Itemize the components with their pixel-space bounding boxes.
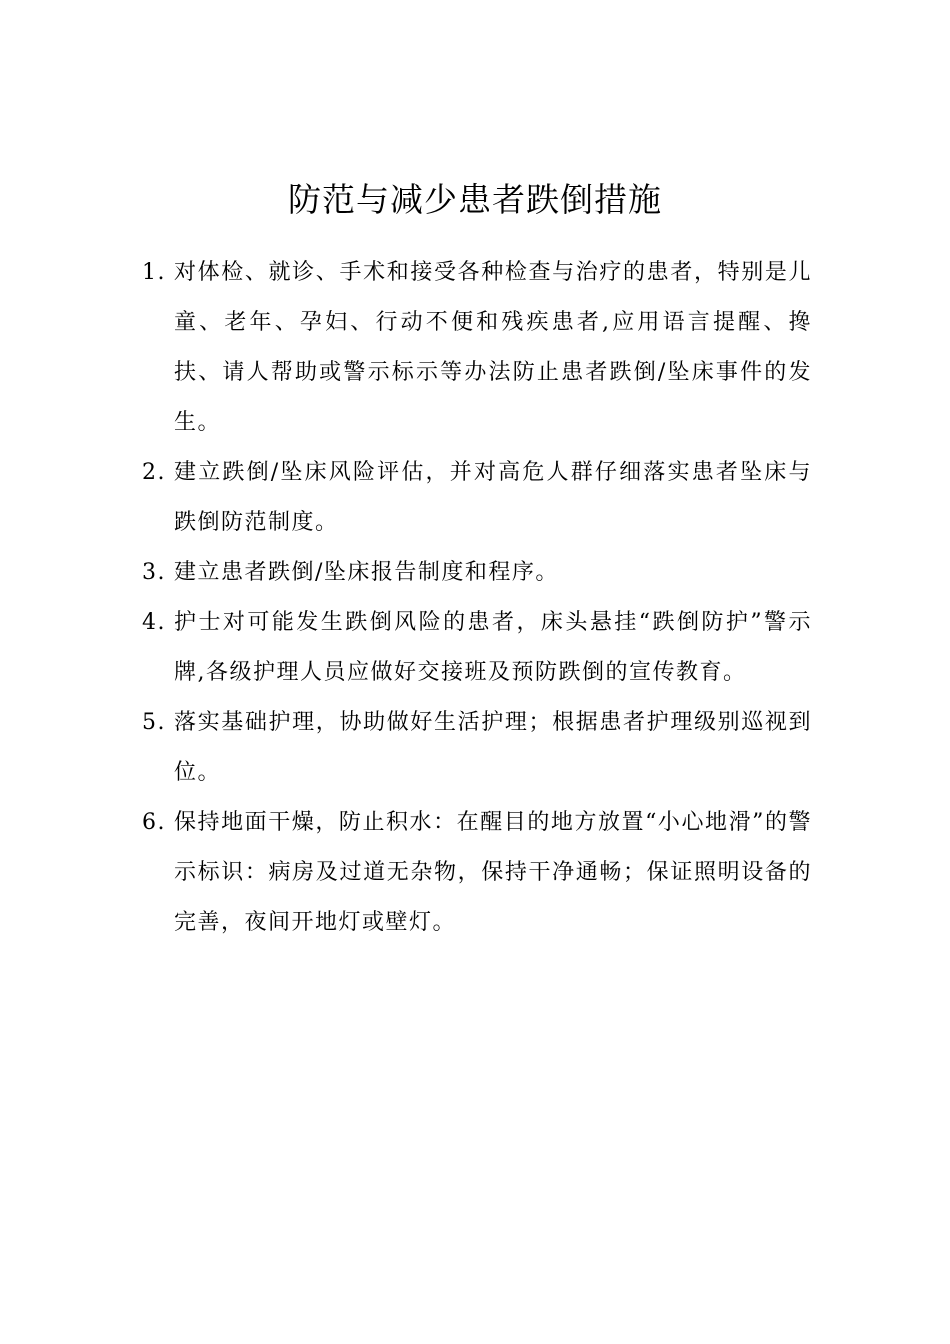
item-number: 4. <box>142 610 166 635</box>
list-item-3 <box>140 548 812 598</box>
item-text: 保持地面干燥，防止积水：在醒目的地方放置“小心地滑”的警示标识：病房及过道无杂物，保持干净通畅；保证照明设备的完善，夜间开地灯或壁灯。 <box>174 810 812 935</box>
item-text: 护士对可能发生跌倒风险的患者，床头悬挂“跌倒防护”警示牌,各级护理人员应做好交接班及预防跌倒的宣传教育。 <box>174 610 812 685</box>
item-number: 5. <box>142 710 166 735</box>
list-item-2 <box>140 448 812 548</box>
item-text: 落实基础护理，协助做好生活护理；根据患者护理级别巡视到位。 <box>174 710 812 785</box>
item-number: 3. <box>142 560 166 585</box>
list-item-6 <box>140 798 812 948</box>
item-number: 6. <box>142 810 166 835</box>
list-item-1 <box>140 248 812 448</box>
item-text: 对体检、就诊、手术和接受各种检查与治疗的患者，特别是儿童、老年、孕妇、行动不便和残疾患者,应用语言提醒、搀扶、请人帮助或警示标示等办法防止患者跌倒/坠床事件的发生。 <box>174 260 812 435</box>
list-item-5 <box>140 698 812 798</box>
item-text: 建立患者跌倒/坠床报告制度和程序。 <box>174 560 559 585</box>
list-item-4 <box>140 598 812 698</box>
item-number: 2. <box>142 460 166 485</box>
measures-list <box>140 248 812 948</box>
item-text: 建立跌倒/坠床风险评估，并对高危人群仔细落实患者坠床与跌倒防范制度。 <box>174 460 812 535</box>
item-number: 1. <box>142 260 166 285</box>
document-title: 防范与减少患者跌倒措施 <box>288 180 662 219</box>
